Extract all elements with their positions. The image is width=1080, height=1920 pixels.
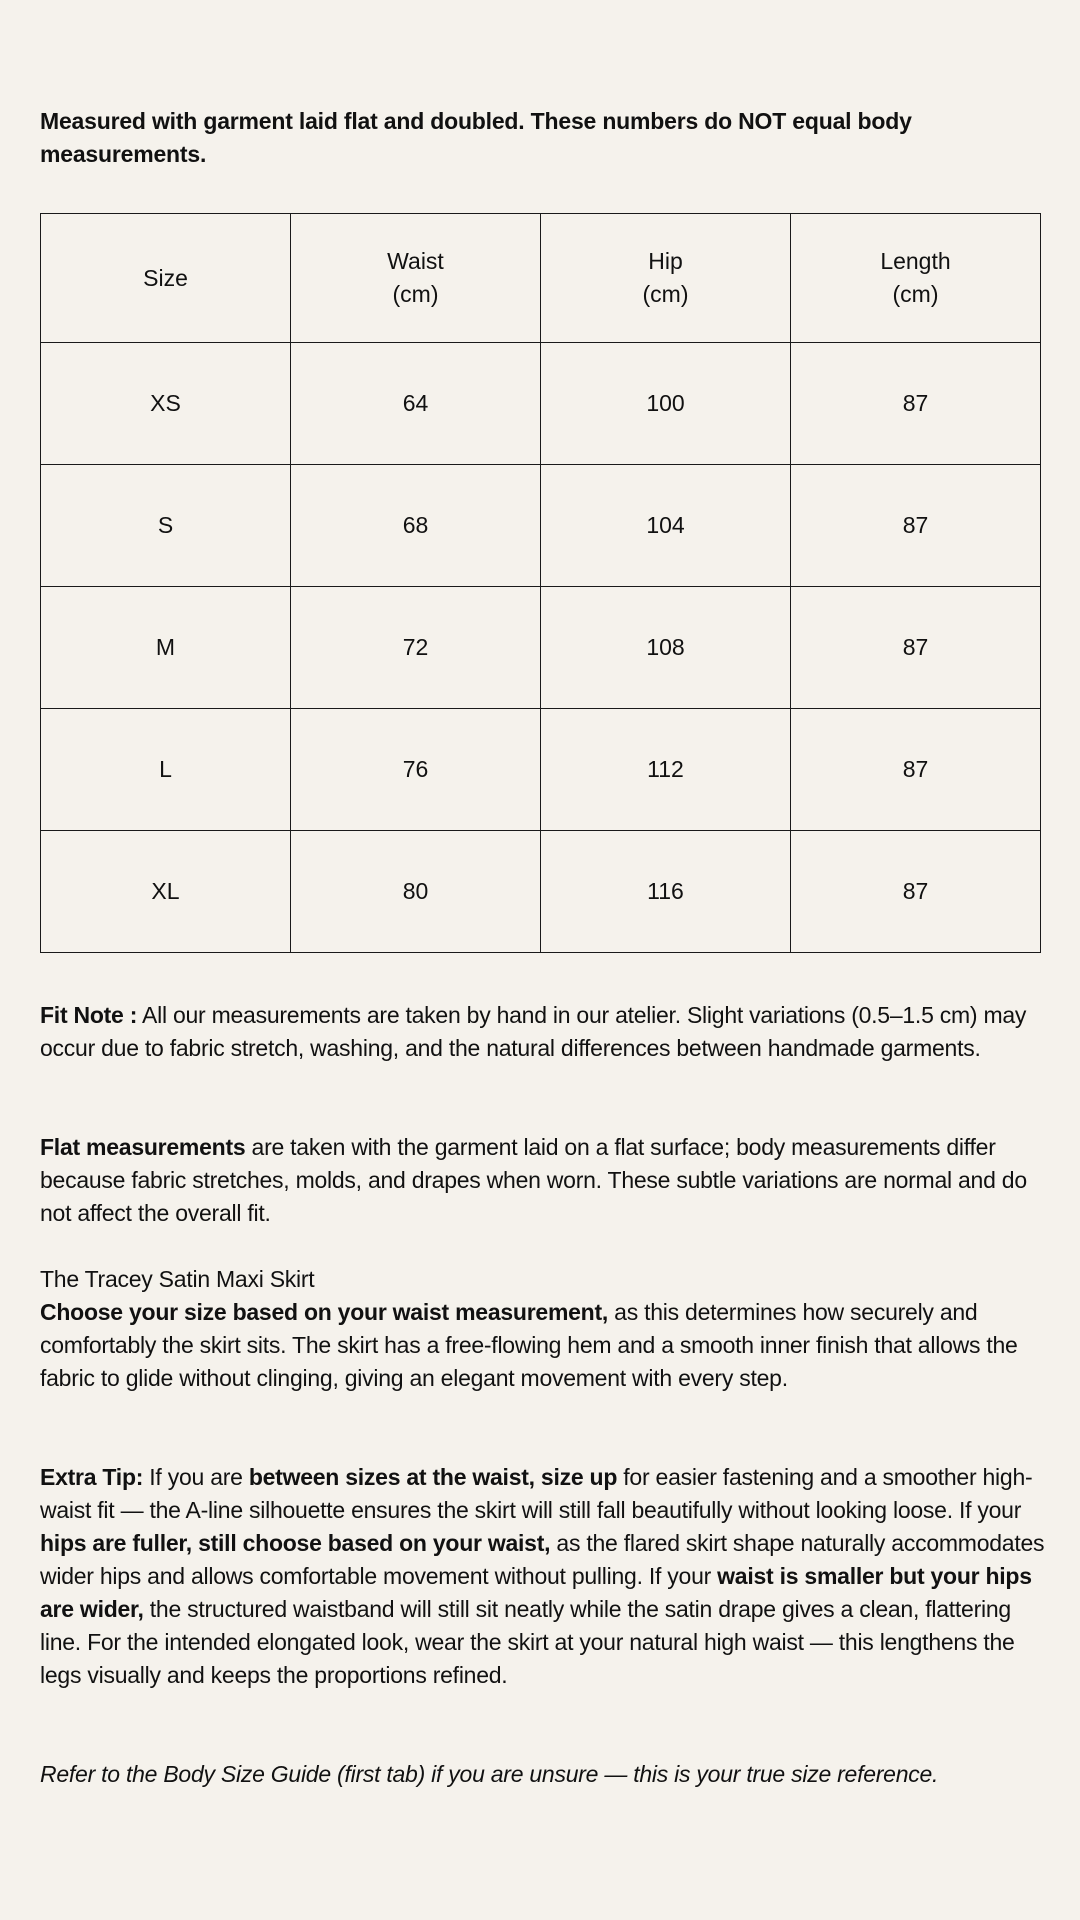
- fit-note-label: Fit Note :: [40, 1002, 138, 1028]
- extra-tip: [40, 1461, 1050, 1692]
- cell-size: L: [41, 709, 291, 831]
- cell-size: M: [41, 587, 291, 709]
- header-hip: Hip (cm): [541, 214, 791, 343]
- cell-length: 87: [791, 831, 1041, 953]
- flat-note-text: are taken with the garment laid on a flat surface; body measurements differ because fabric stretches, molds, and drapes when worn. These subtle variations are normal and do not affect the overall fit.: [40, 1134, 1027, 1226]
- header-size: Size: [41, 214, 291, 343]
- cell-hip: 116: [541, 831, 791, 953]
- fit-note: [40, 999, 1050, 1065]
- cell-length: 87: [791, 343, 1041, 465]
- cell-waist: 64: [291, 343, 541, 465]
- cell-waist: 76: [291, 709, 541, 831]
- extra-tip-emphasis: between sizes at the waist, size up: [248, 1464, 618, 1490]
- flat-measurements-note: [40, 1131, 1050, 1230]
- header-waist: Waist (cm): [291, 214, 541, 343]
- size-chart-table: [40, 213, 1041, 953]
- cell-size: XS: [41, 343, 291, 465]
- extra-tip-emphasis: waist is smaller but your hips are wider,: [40, 1563, 1032, 1622]
- product-advice-lead: Choose your size based on your waist measurement,: [40, 1299, 609, 1325]
- flat-note-label: Flat measurements: [40, 1134, 246, 1160]
- fit-note-text: All our measurements are taken by hand in our atelier. Slight variations (0.5–1.5 cm) may occur due to fabric stretch, washing, and the natural differences between handmade garments.: [40, 1002, 1027, 1061]
- extra-tip-emphasis: hips are fuller, still choose based on your waist,: [40, 1530, 551, 1556]
- header-length: Length (cm): [791, 214, 1041, 343]
- extra-tip-text: for easier fastening and a smoother high-waist fit — the A-line silhouette ensures the skirt will still fall beautifully without looking loose. If your: [40, 1464, 1033, 1523]
- product-fit-section: [40, 1263, 1050, 1395]
- cell-hip: 104: [541, 465, 791, 587]
- extra-tip-text: If you are: [143, 1464, 249, 1490]
- cell-hip: 112: [541, 709, 791, 831]
- extra-tip-text: as the flared skirt shape naturally accommodates wider hips and allows comfortable movement without pulling. If your: [40, 1530, 1045, 1589]
- extra-tip-label: Extra Tip:: [40, 1464, 144, 1490]
- cell-length: 87: [791, 465, 1041, 587]
- product-name: The Tracey Satin Maxi Skirt: [40, 1266, 315, 1292]
- cell-length: 87: [791, 587, 1041, 709]
- table-row: [41, 831, 1041, 953]
- product-advice-text: as this determines how securely and comfortably the skirt sits. The skirt has a free-flowing hem and a smooth inner finish that allows the fabric to glide without clinging, giving an elegant movement with every step.: [40, 1299, 1018, 1391]
- cell-size: S: [41, 465, 291, 587]
- product-fit-advice: [40, 1296, 1050, 1395]
- table-row: [41, 465, 1041, 587]
- cell-waist: 80: [291, 831, 541, 953]
- cell-waist: 68: [291, 465, 541, 587]
- cell-hip: 108: [541, 587, 791, 709]
- table-row: [41, 709, 1041, 831]
- extra-tip-text: the structured waistband will still sit neatly while the satin drape gives a clean, flattering line. For the intended elongated look, wear the skirt at your natural high waist — this lengthens the legs visually and keeps the proportions refined.: [40, 1596, 1015, 1688]
- cell-hip: 100: [541, 343, 791, 465]
- table-header-row: [41, 214, 1041, 343]
- table-row: [41, 587, 1041, 709]
- table-row: [41, 343, 1041, 465]
- measurement-disclaimer: Measured with garment laid flat and doubled. These numbers do NOT equal body measurements.: [40, 108, 912, 167]
- body-size-guide-reference: Refer to the Body Size Guide (first tab) if you are unsure — this is your true size reference.: [40, 1761, 939, 1787]
- cell-size: XL: [41, 831, 291, 953]
- cell-length: 87: [791, 709, 1041, 831]
- cell-waist: 72: [291, 587, 541, 709]
